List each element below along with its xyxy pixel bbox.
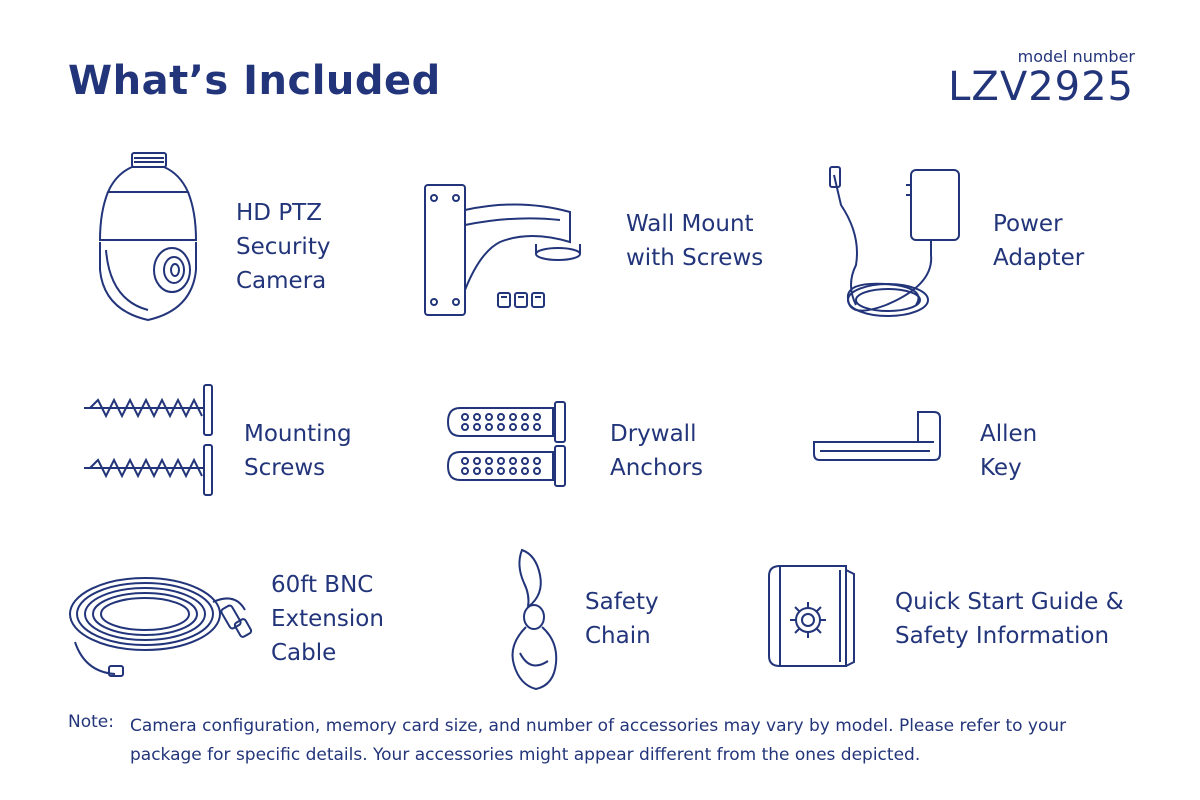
power-adapter-icon	[826, 165, 966, 325]
mounting-screws-icon	[80, 380, 220, 500]
item-label: Power Adapter	[993, 211, 1085, 271]
quick-start-guide-icon	[766, 562, 861, 670]
item-label: Allen Key	[980, 421, 1038, 481]
model-number-label: model number	[1017, 47, 1135, 66]
item-label: 60ft BNC Extension Cable	[271, 572, 384, 666]
page-title: What’s Included	[68, 58, 441, 104]
item-label: HD PTZ Security Camera	[236, 200, 331, 294]
ptz-camera-icon	[98, 150, 198, 325]
note-text: Camera configuration, memory card size, and number of accessories may vary by model. Please refer to your package for specific details. Your accessories might appear different from the ones depicted.	[130, 716, 1067, 765]
item-label: Wall Mount with Screws	[626, 211, 764, 271]
drywall-anchors-icon	[445, 400, 575, 495]
allen-key-icon	[810, 408, 945, 468]
bnc-cable-icon	[65, 562, 260, 682]
item-label: Drywall Anchors	[610, 421, 704, 481]
model-number: LZV2925	[948, 64, 1134, 110]
wall-mount-icon	[420, 180, 600, 325]
item-label: Safety Chain	[585, 589, 659, 649]
item-label: Mounting Screws	[244, 421, 352, 481]
item-label: Quick Start Guide & Safety Information	[895, 589, 1124, 649]
note-label: Note:	[68, 712, 114, 732]
safety-chain-icon	[500, 545, 570, 695]
